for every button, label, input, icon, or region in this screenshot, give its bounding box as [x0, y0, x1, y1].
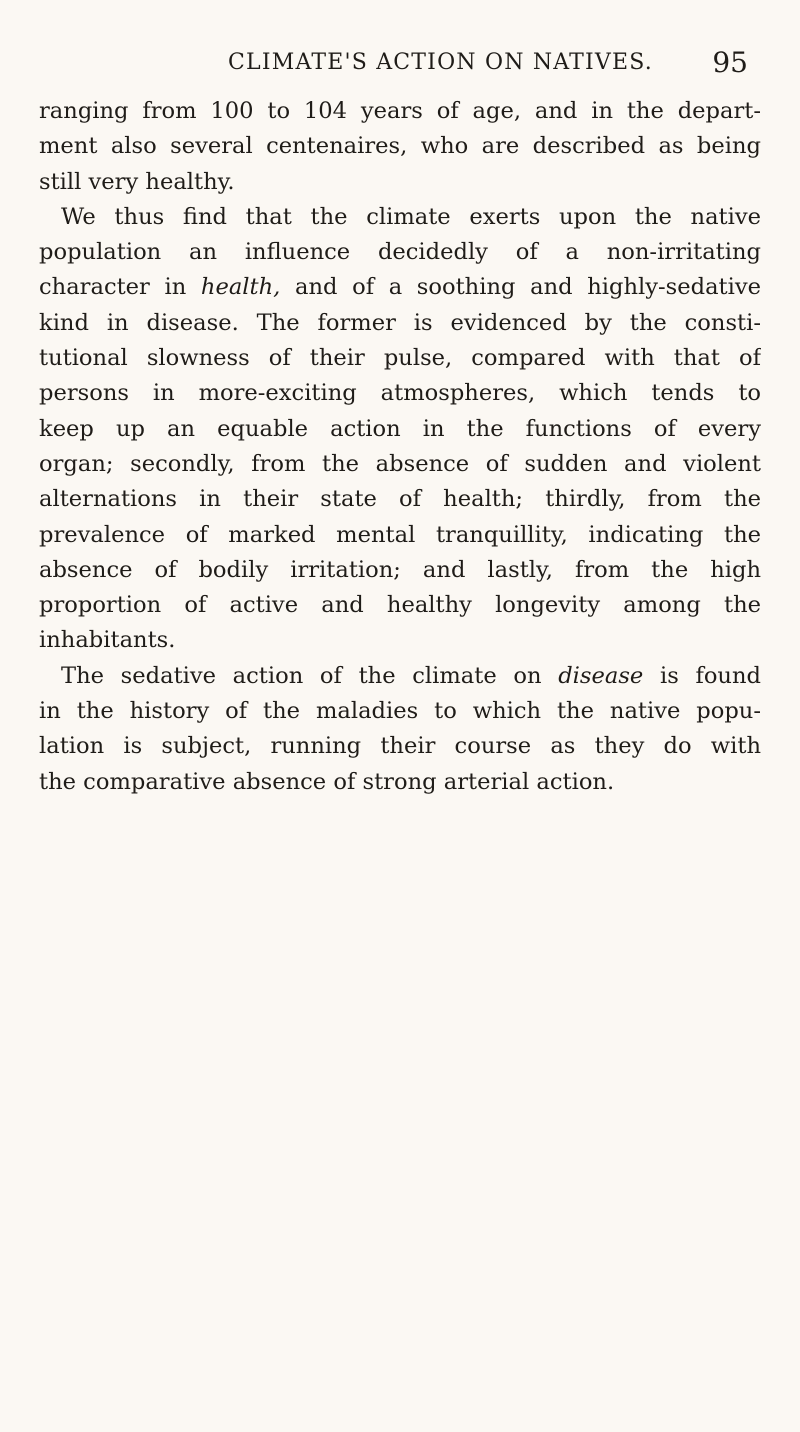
text-line	[39, 129, 761, 164]
italic-phrase: health,	[200, 274, 281, 301]
text-segment: and of a soothing and highly-sedative	[280, 274, 761, 301]
text-line	[39, 729, 761, 764]
text-line	[39, 623, 761, 658]
text-line	[39, 518, 761, 553]
text-line	[39, 447, 761, 482]
text-segment: proportion of active and healthy longevity among the	[39, 592, 761, 619]
text-line	[39, 306, 761, 341]
text-line	[39, 165, 761, 200]
text-line	[39, 765, 761, 800]
page-number: 95	[712, 46, 748, 79]
text-segment: absence of bodily irritation; and lastly, from the high	[39, 556, 761, 583]
text-segment: kind in disease. The former is evidenced by the consti-	[39, 309, 761, 336]
text-line	[39, 553, 761, 588]
text-segment: organ; secondly, from the absence of sudden and violent	[39, 450, 761, 477]
text-segment: keep up an equable action in the functions of every	[39, 415, 761, 442]
text-line	[39, 659, 761, 694]
text-segment: ment also several centenaires, who are described as being	[39, 133, 761, 160]
text-line	[39, 341, 761, 376]
italic-phrase: disease	[558, 662, 644, 689]
text-segment: population an influence decidedly of a non-irritating	[39, 239, 761, 266]
text-line	[39, 200, 761, 235]
text-line	[39, 412, 761, 447]
text-segment: The sedative action of the climate on	[61, 662, 559, 689]
text-segment: ranging from 100 to 104 years of age, and in the depart-	[39, 98, 761, 124]
text-line	[39, 482, 761, 517]
text-line	[39, 235, 761, 270]
text-segment: We thus find that the climate exerts upon the native	[61, 203, 761, 230]
text-line	[39, 588, 761, 623]
body-text	[39, 94, 761, 800]
text-segment: is found	[643, 662, 761, 689]
text-segment: character in	[39, 274, 201, 301]
text-segment: in the history of the maladies to which the native popu-	[39, 698, 761, 725]
text-line	[39, 94, 761, 129]
text-segment: alternations in their state of health; thirdly, from the	[39, 486, 761, 513]
text-segment: still very healthy.	[39, 168, 235, 195]
text-segment: lation is subject, running their course as they do with	[39, 733, 761, 760]
text-line	[39, 270, 761, 305]
text-line	[39, 694, 761, 729]
text-line	[39, 376, 761, 411]
text-segment: tutional slowness of their pulse, compared with that of	[39, 345, 761, 372]
text-segment: prevalence of marked mental tranquillity, indicating the	[39, 521, 761, 548]
text-segment: inhabitants.	[39, 627, 176, 654]
text-segment: the comparative absence of strong arterial action.	[39, 768, 615, 795]
text-segment: persons in more-exciting atmospheres, which tends to	[39, 380, 761, 407]
running-title: CLIMATE'S ACTION ON NATIVES.	[228, 50, 653, 75]
running-head	[0, 46, 800, 86]
